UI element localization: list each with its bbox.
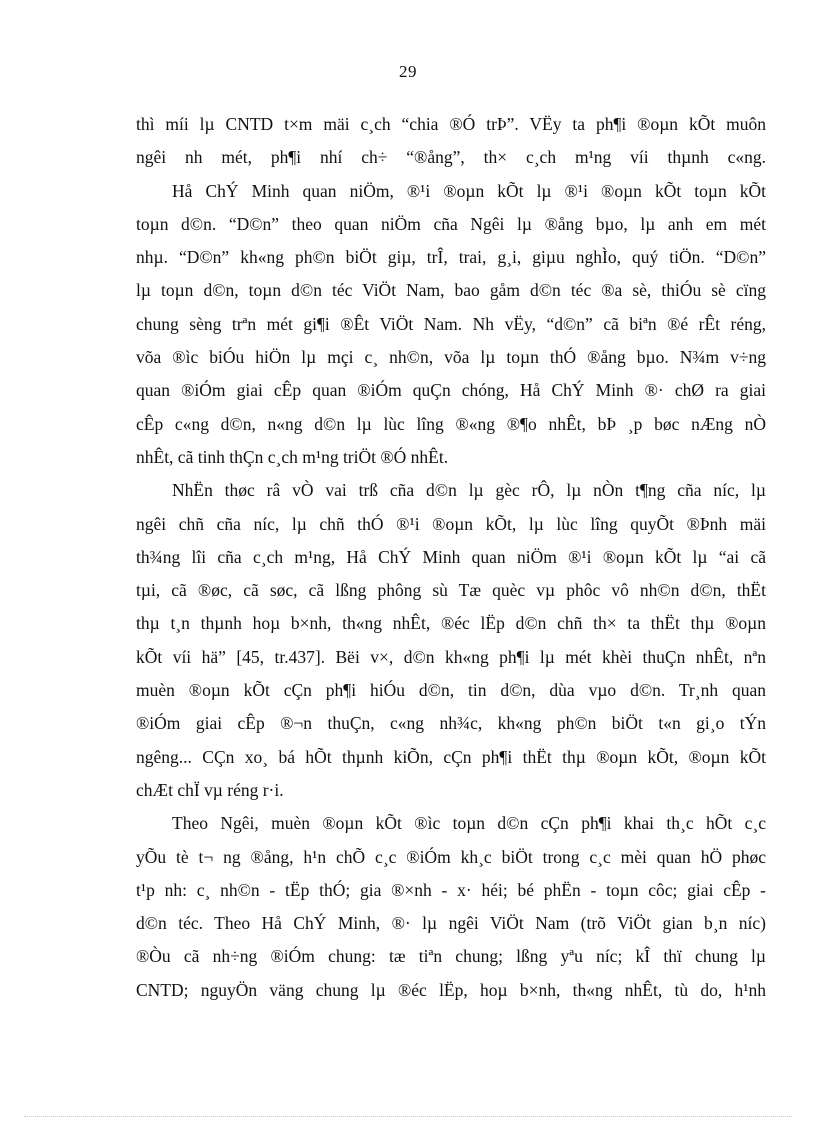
text-line: CNTD; nguyÖn väng chung lµ ®éc lËp, hoµ b×nh, th«ng nhÊt, tù do, h¹nh <box>136 979 766 1000</box>
text-line: thµ t¸n thµnh hoµ b×nh, th«ng nhÊt, ®éc lËp d©n chñ th× ta thËt thµ ®oµn <box>136 613 766 634</box>
text-line: t¹p nh: c¸ nh©n - tËp thÓ; gia ®×nh - x· héi; bé phËn - toµn côc; giai cÊp - <box>136 879 766 900</box>
text-line: tµi, cã ®øc, cã søc, cã lßng phông sù Tæ quèc vµ phôc vô nh©n d©n, thËt <box>136 580 766 601</box>
paragraph-end-line: chÆt chÏ vµ réng r·i. <box>136 779 284 800</box>
page-bottom-dotted-rule <box>24 1116 792 1117</box>
text-line: ngêi nh mét, ph¶i nhí ch÷ “®ång”, th× c¸ch m¹ng víi thµnh c«ng. <box>136 147 766 168</box>
text-line: d©n téc. Theo Hå ChÝ Minh, ®· lµ ngêi ViÖt Nam (trõ ViÖt gian b¸n níc) <box>136 913 766 934</box>
text-line: ®Òu cã nh÷ng ®iÓm chung: tæ tiªn chung; lßng yªu níc; kÎ thï chung lµ <box>136 946 766 967</box>
text-line: yÕu tè t¬ ng ®ång, h¹n chÕ c¸c ®iÓm kh¸c biÖt trong c¸c mèi quan hÖ phøc <box>136 846 766 867</box>
text-line: võa ®ìc biÓu hiÖn lµ mçi c¸ nh©n, võa lµ toµn thÓ ®ång bµo. N¾m v÷ng <box>136 347 766 368</box>
text-line: ngêi chñ cña níc, lµ chñ thÓ ®¹i ®oµn kÕt, lµ lùc lîng quyÕt ®Þnh mäi <box>136 513 766 534</box>
text-line: ngêng... CÇn xo¸ bá hÕt thµnh kiÕn, cÇn ph¶i thËt thµ ®oµn kÕt, ®oµn kÕt <box>136 746 766 767</box>
body-text <box>136 108 766 1007</box>
text-line: chung sèng trªn mét gi¶i ®Êt ViÖt Nam. Nh vËy, “d©n” cã biªn ®é rÊt réng, <box>136 313 766 334</box>
paragraph-start-line: Theo Ngêi, muèn ®oµn kÕt ®ìc toµn d©n cÇn ph¶i khai th¸c hÕt c¸c <box>172 813 766 834</box>
text-line: thì míi lµ CNTD t×m mäi c¸ch “chia ®Ó trÞ”. VËy ta ph¶i ®oµn kÕt muôn <box>136 114 766 134</box>
page-number: 29 <box>399 62 417 81</box>
paragraph-start-line: Hå ChÝ Minh quan niÖm, ®¹i ®oµn kÕt lµ ®¹i ®oµn kÕt toµn kÕt <box>172 180 766 201</box>
paragraph-start-line: NhËn thøc râ vÒ vai trß cña d©n lµ gèc rÔ, lµ nÒn t¶ng cña níc, lµ <box>172 480 766 501</box>
text-line: quan ®iÓm giai cÊp quan ®iÓm quÇn chóng, Hå ChÝ Minh ®· chØ ra giai <box>136 380 766 401</box>
text-line: kÕt víi hä” [45, tr.437]. Bëi v×, d©n kh«ng ph¶i lµ mét khèi thuÇn nhÊt, nªn <box>136 646 766 667</box>
text-line: th¾ng lîi cña c¸ch m¹ng, Hå ChÝ Minh quan niÖm ®¹i ®oµn kÕt lµ “ai cã <box>136 546 766 567</box>
text-line: toµn d©n. “D©n” theo quan niÖm cña Ngêi lµ ®ång bµo, lµ anh em mét <box>136 213 766 234</box>
text-line: nhµ. “D©n” kh«ng ph©n biÖt giµ, trÎ, trai, g¸i, giµu nghÌo, quý tiÖn. “D©n” <box>136 247 766 268</box>
paragraph-end-line: nhÊt, cã tinh thÇn c¸ch m¹ng triÖt ®Ó nhÊt. <box>136 446 449 467</box>
text-line: lµ toµn d©n, toµn d©n téc ViÖt Nam, bao gåm d©n téc ®a sè, thiÓu sè cïng <box>136 280 766 301</box>
text-line: muèn ®oµn kÕt cÇn ph¶i hiÓu d©n, tin d©n, dùa vµo d©n. Tr¸nh quan <box>136 680 766 701</box>
text-line: ®iÓm giai cÊp ®¬n thuÇn, c«ng nh¾c, kh«ng ph©n biÖt t«n gi¸o tÝn <box>136 713 766 734</box>
text-line: cÊp c«ng d©n, n«ng d©n lµ lùc lîng ®«ng ®¶o nhÊt, bÞ ¸p bøc nÆng nÒ <box>136 413 766 434</box>
